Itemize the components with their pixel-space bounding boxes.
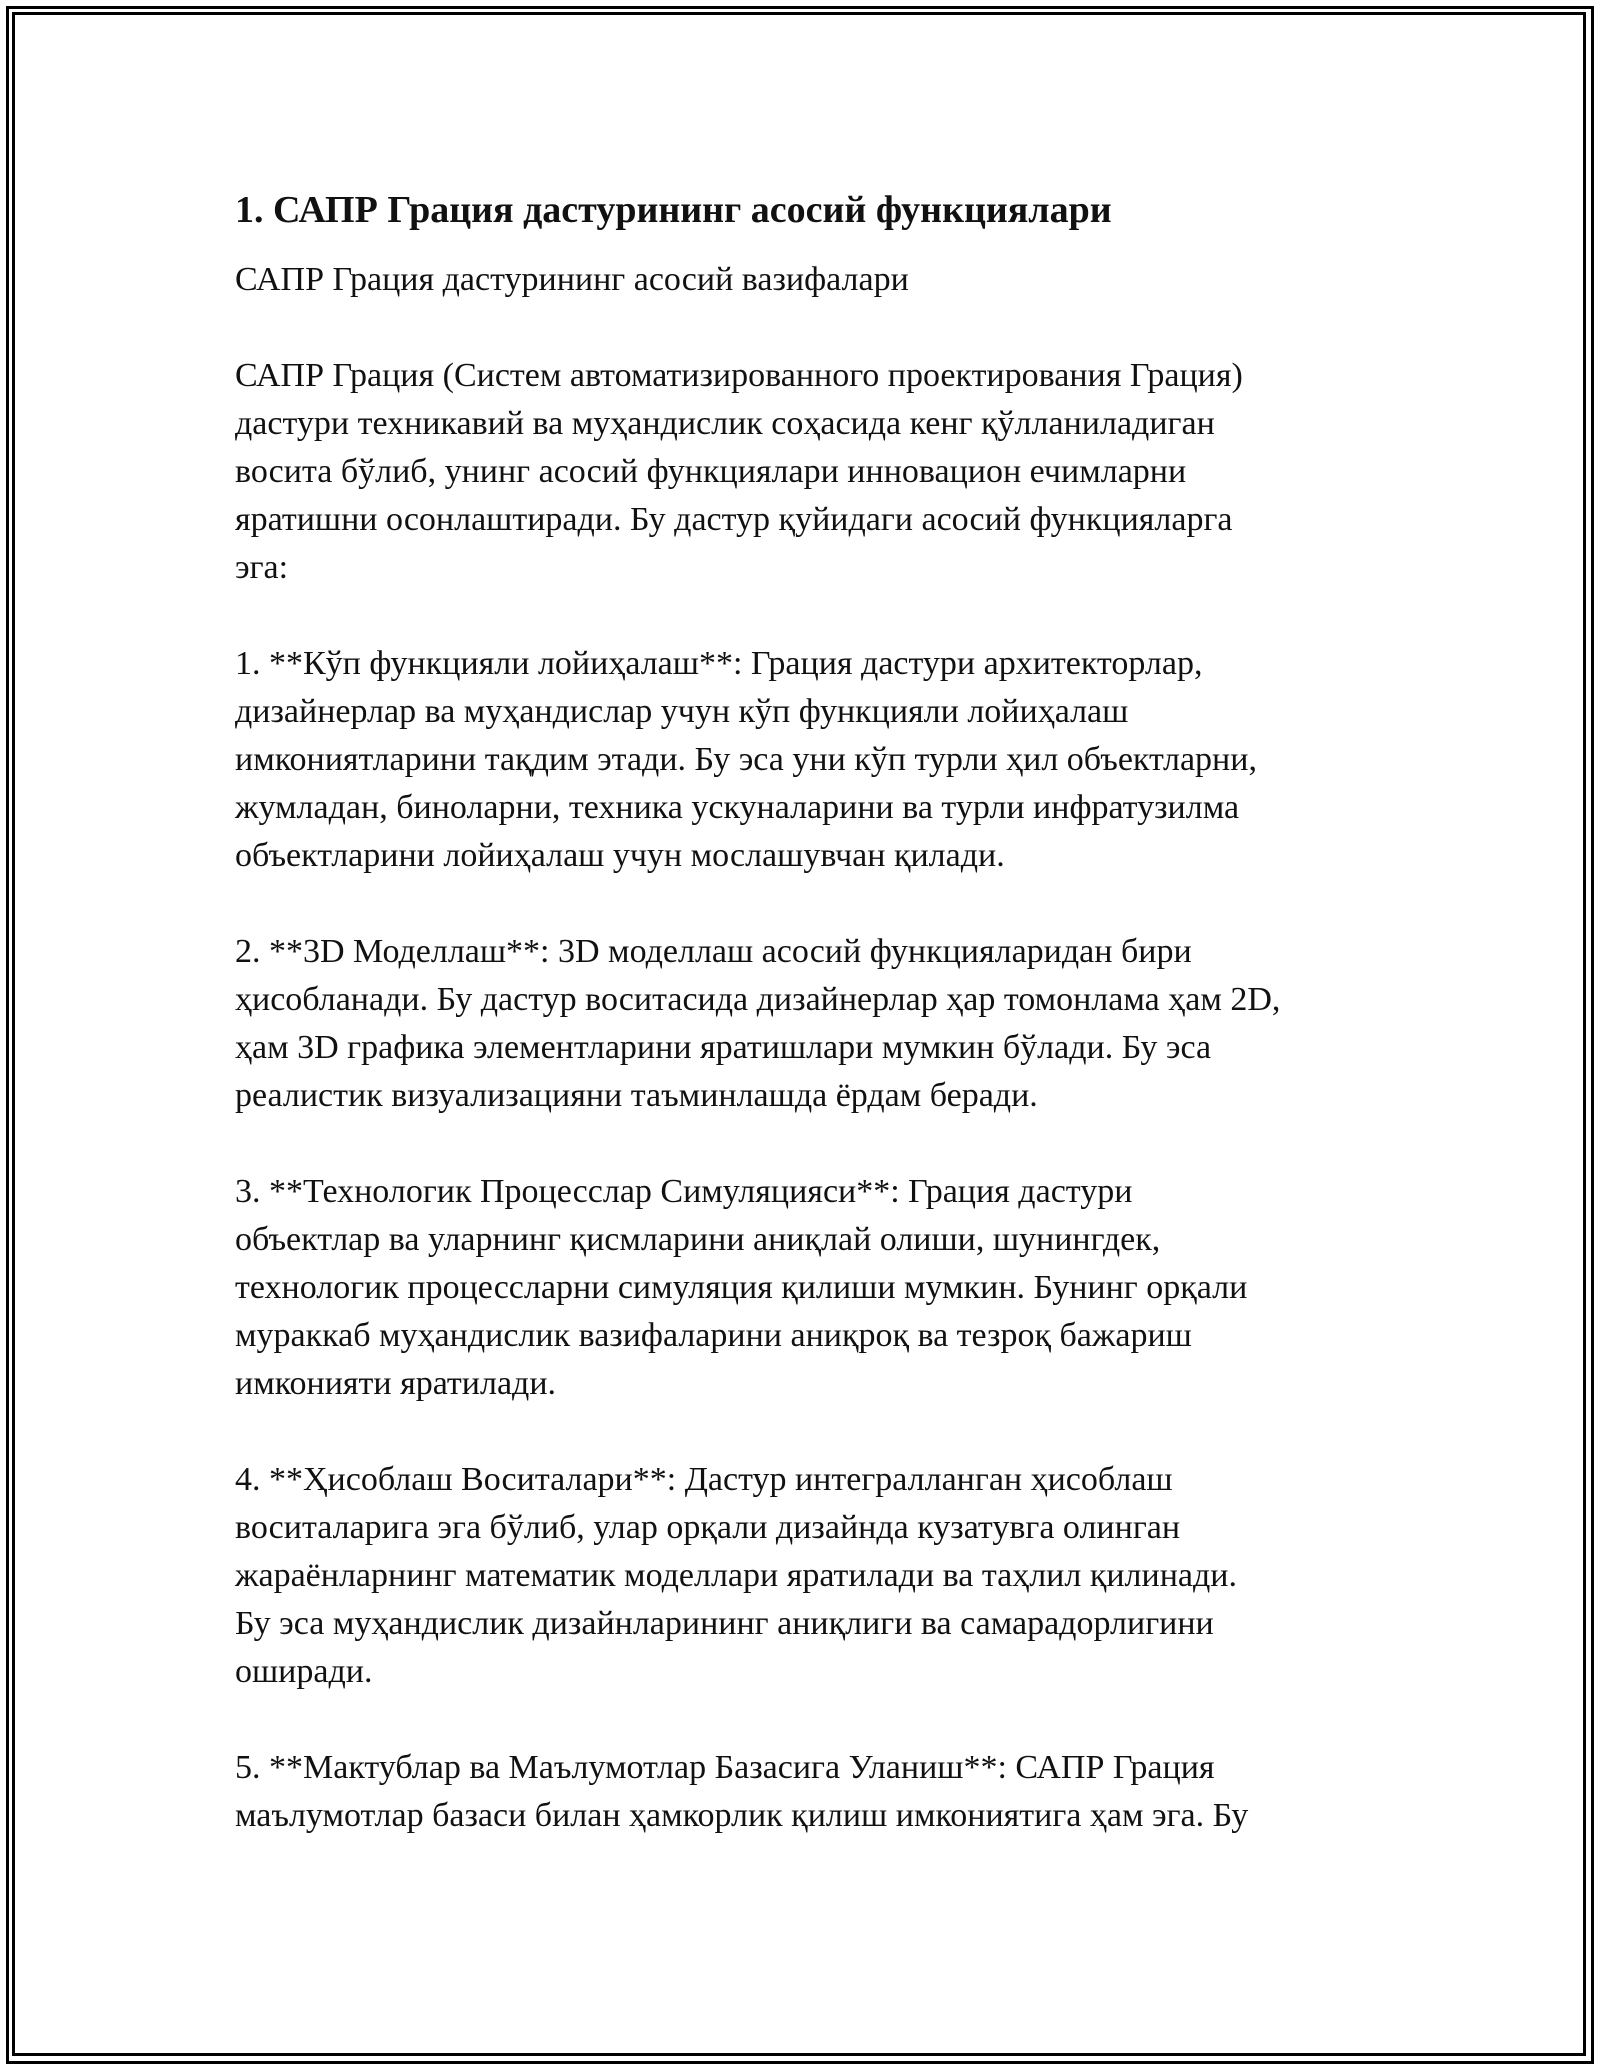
text-line: дастури техникавий ва муҳандислик соҳасида кенг қўлланиладиган <box>235 405 1215 442</box>
paragraph-item-4 <box>235 1456 1375 1696</box>
text-line: реалистик визуализацияни таъминлашда ёрдам беради. <box>235 1077 1038 1114</box>
text-line: ҳам 3D графика элементларини яратишлари мумкин бўлади. Бу эса <box>235 1029 1212 1066</box>
text-line: САПР Грация (Систем автоматизированного проектирования Грация) <box>235 357 1243 394</box>
text-line: Бу эса муҳандислик дизайнларининг аниқлиги ва самарадорлигини <box>235 1605 1214 1642</box>
paragraph-item-3 <box>235 1168 1375 1408</box>
document-subtitle: САПР Грация дастурининг асосий вазифалари <box>235 261 909 298</box>
text-line: эга: <box>235 549 289 586</box>
text-line: технологик процессларни симуляция қилиши мумкин. Бунинг орқали <box>235 1269 1248 1306</box>
document-title: 1. САПР Грация дастурининг асосий функциялари <box>235 189 1112 231</box>
text-line: маълумотлар базаси билан ҳамкорлик қилиш имкониятига ҳам эга. Бу <box>235 1797 1249 1834</box>
text-line: дизайнерлар ва муҳандислар учун кўп функцияли лойиҳалаш <box>235 693 1129 730</box>
text-line: жумладан, биноларни, техника ускуналарини ва турли инфратузилма <box>235 789 1240 826</box>
text-line: яратишни осонлаштиради. Бу дастур қуйидаги асосий функцияларга <box>235 501 1233 538</box>
text-line: 2. **3D Моделлаш**: 3D моделлаш асосий функцияларидан бири <box>235 933 1192 970</box>
text-line: жараёнларнинг математик моделлари яратилади ва таҳлил қилинади. <box>235 1557 1238 1594</box>
text-line: объектлар ва уларнинг қисмларини аниқлай олиши, шунингдек, <box>235 1221 1161 1258</box>
text-line: 5. **Мактублар ва Маълумотлар Базасига Уланиш**: САПР Грация <box>235 1749 1215 1786</box>
text-line: восита бўлиб, унинг асосий функциялари инновацион ечимларни <box>235 453 1187 490</box>
text-line: имкониятларини тақдим этади. Бу эса уни кўп турли ҳил объектларни, <box>235 741 1257 778</box>
paragraph-intro <box>235 352 1375 592</box>
text-line: мураккаб муҳандислик вазифаларини аниқроқ ва тезроқ бажариш <box>235 1317 1192 1354</box>
paragraph-item-5 <box>235 1744 1375 1840</box>
text-line: 4. **Ҳисоблаш Воситалари**: Дастур интегралланган ҳисоблаш <box>235 1461 1173 1498</box>
text-line: объектларини лойиҳалаш учун мослашувчан қилади. <box>235 837 1005 874</box>
paragraph-item-2 <box>235 928 1375 1120</box>
text-line: оширади. <box>235 1653 373 1690</box>
text-line: 3. **Технологик Процесслар Симуляцияси**: Грация дастури <box>235 1173 1133 1210</box>
text-line: имконияти яратилади. <box>235 1365 557 1402</box>
text-line: воситаларига эга бўлиб, улар орқали дизайнда кузатувга олинган <box>235 1509 1181 1546</box>
text-line: 1. **Кўп функцияли лойиҳалаш**: Грация дастури архитекторлар, <box>235 645 1203 682</box>
text-line: ҳисобланади. Бу дастур воситасида дизайнерлар ҳар томонлама ҳам 2D, <box>235 981 1281 1018</box>
paragraph-item-1 <box>235 640 1375 880</box>
document-body <box>235 186 1375 1888</box>
